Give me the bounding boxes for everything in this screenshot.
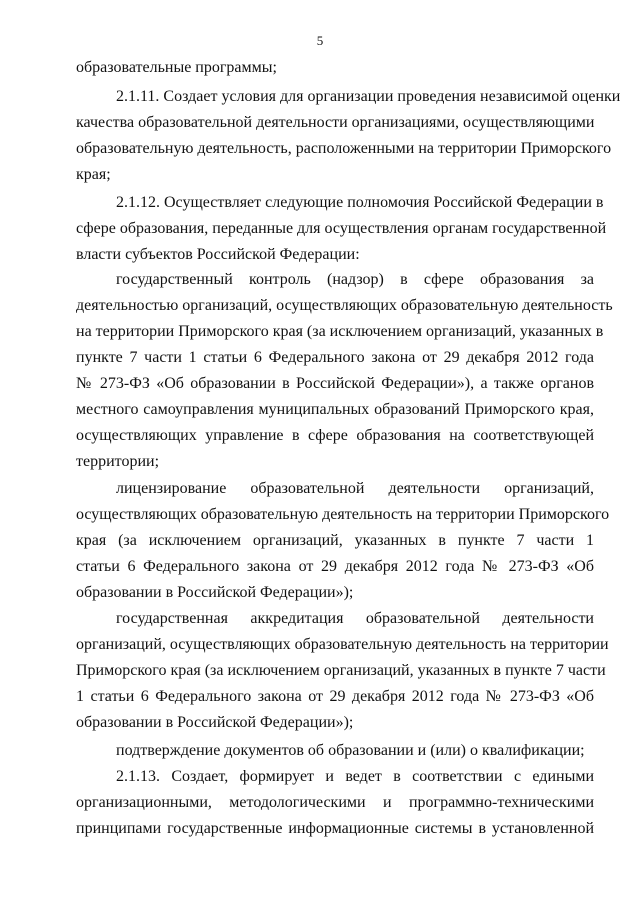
- text-line: власти субъектов Российской Федерации:: [76, 246, 360, 263]
- text-line: сфере образования, переданные для осуществления органам государственной: [76, 220, 607, 237]
- text-line: пункте 7 части 1 статьи 6 Федерального закона от 29 декабря 2012 года: [76, 349, 594, 366]
- text-line: деятельностью организаций, осуществляющих образовательную деятельность: [76, 297, 613, 314]
- text-line: края;: [76, 166, 111, 183]
- text-line: подтверждение документов об образовании и (или) о квалификации;: [116, 742, 585, 759]
- text-line: образовательную деятельность, расположенными на территории Приморского: [76, 140, 612, 157]
- text-line: образовательные программы;: [76, 59, 277, 76]
- text-line: края (за исключением организаций, указанных в пункте 7 части 1: [76, 532, 594, 549]
- text-line: территории;: [76, 453, 160, 470]
- text-line: организаций, осуществляющих образовательную деятельность на территории: [76, 636, 609, 653]
- text-line: местного самоуправления муниципальных образований Приморского края,: [76, 401, 594, 418]
- text-line: государственный контроль (надзор) в сфере образования за: [116, 271, 594, 288]
- text-line: организационными, методологическими и программно-техническими: [76, 794, 594, 811]
- text-line: государственная аккредитация образовательной деятельности: [116, 610, 594, 627]
- text-line: принципами государственные информационные системы в установленной: [76, 820, 594, 837]
- text-line: осуществляющих образовательную деятельность на территории Приморского: [76, 506, 610, 523]
- text-line: образовании в Российской Федерации»);: [76, 714, 354, 731]
- text-line: 2.1.12. Осуществляет следующие полномочия Российской Федерации в: [116, 194, 604, 211]
- text-line: 2.1.11. Создает условия для организации проведения независимой оценки: [116, 88, 621, 105]
- text-line: 1 статьи 6 Федерального закона от 29 декабря 2012 года № 273-ФЗ «Об: [76, 688, 594, 705]
- text-line: статьи 6 Федерального закона от 29 декабря 2012 года № 273-ФЗ «Об: [76, 558, 594, 575]
- text-line: на территории Приморского края (за исключением организаций, указанных в: [76, 323, 604, 340]
- page-number: 5: [316, 33, 324, 48]
- text-line: № 273-ФЗ «Об образовании в Российской Федерации»), а также органов: [76, 375, 594, 392]
- text-line: лицензирование образовательной деятельности организаций,: [116, 480, 594, 497]
- text-line: образовании в Российской Федерации»);: [76, 584, 354, 601]
- text-line: 2.1.13. Создает, формирует и ведет в соответствии с едиными: [116, 768, 594, 785]
- text-line: осуществляющих управление в сфере образования на соответствующей: [76, 427, 594, 444]
- text-line: Приморского края (за исключением организаций, указанных в пункте 7 части: [76, 662, 606, 679]
- text-line: качества образовательной деятельности организациями, осуществляющими: [76, 114, 595, 131]
